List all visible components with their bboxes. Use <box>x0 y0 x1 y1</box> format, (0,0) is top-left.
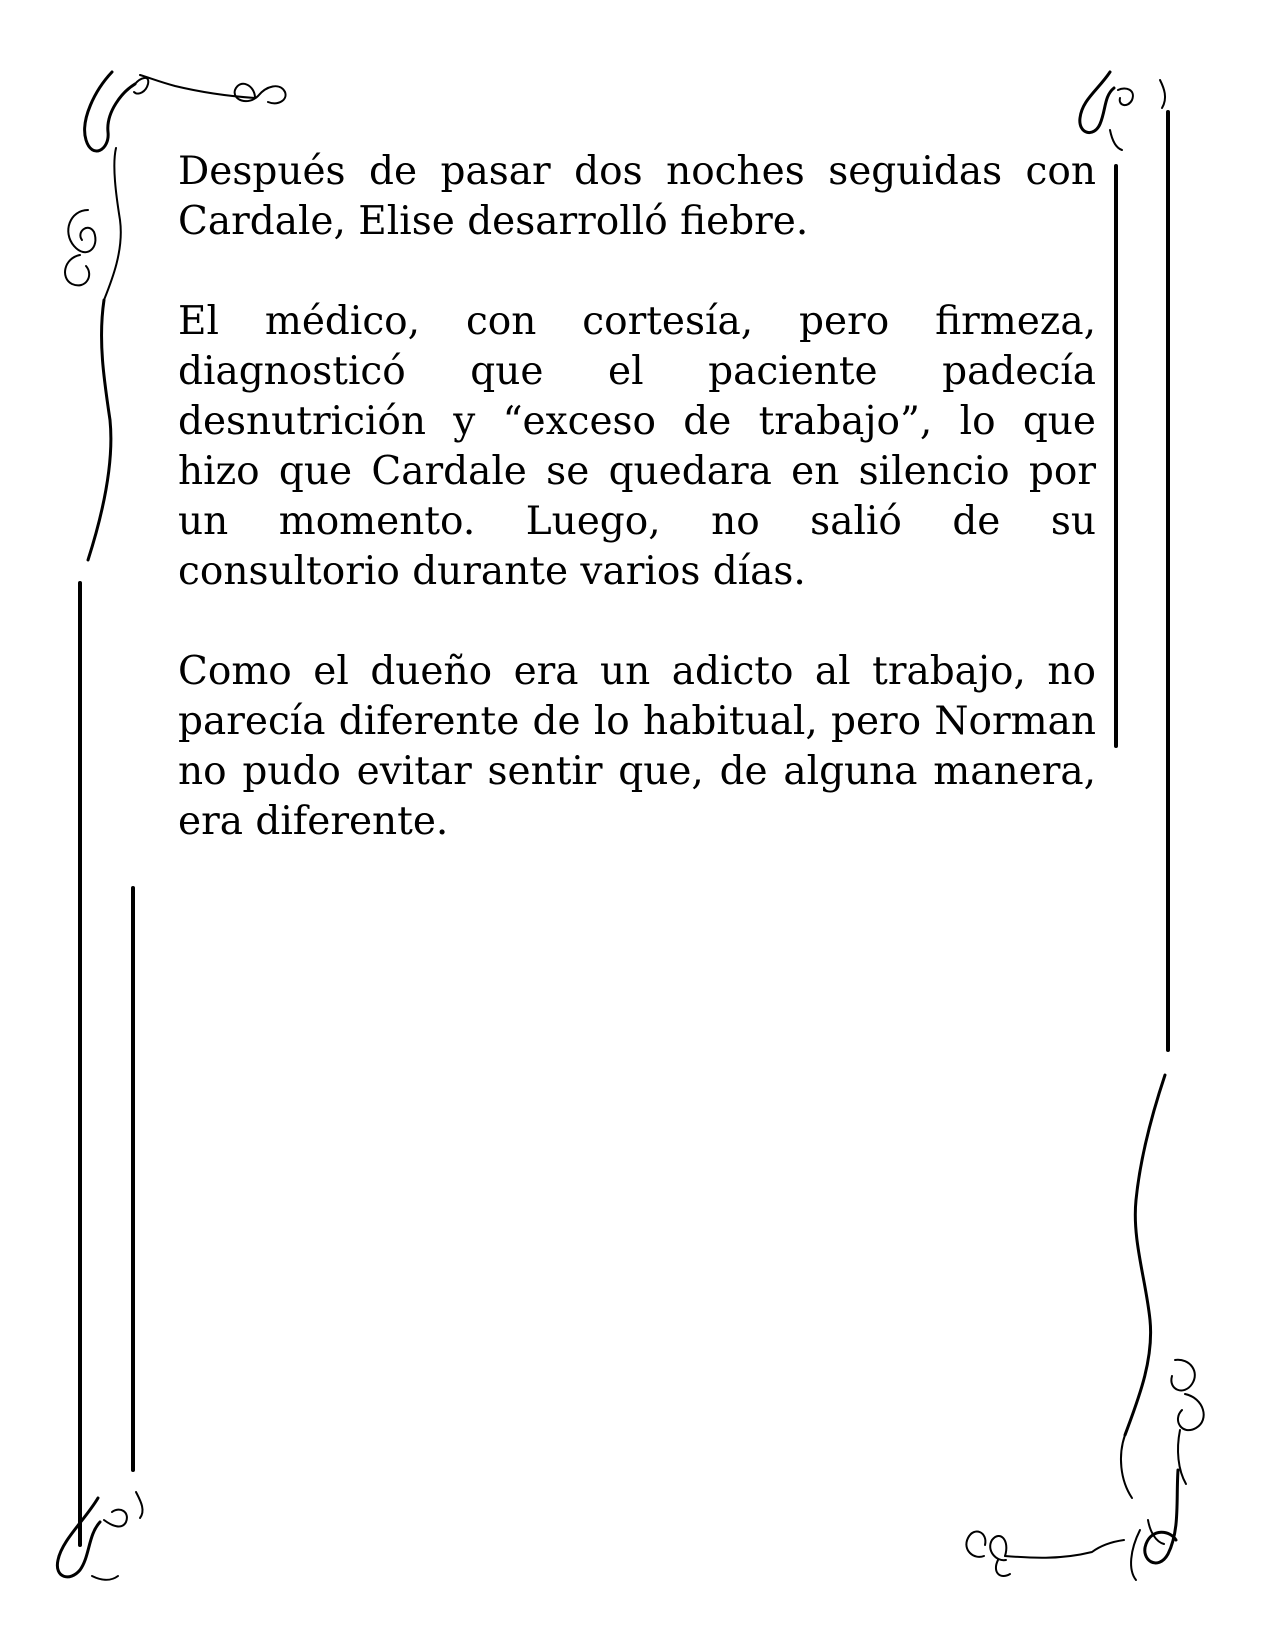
top-right-flourish <box>1080 72 1165 150</box>
paragraph-3: Como el dueño era un adicto al trabajo, no parecía diferente de lo habitual, pero Norman no pudo evitar sentir que, de alguna manera, era diferente. <box>178 649 1096 844</box>
bottom-right-flourish <box>966 1075 1203 1580</box>
bottom-left-flourish <box>57 1492 142 1580</box>
paragraph-1: Después de pasar dos noches seguidas con Cardale, Elise desarrolló fiebre. <box>178 149 1096 244</box>
paragraph-2: El médico, con cortesía, pero firmeza, diagnosticó que el paciente padecía desnutrición y “exceso de trabajo”, lo que hizo que Cardale se quedara en silencio por un momento. Luego, no salió de su consultorio durante varios días. <box>178 299 1096 594</box>
story-text <box>178 147 1096 897</box>
